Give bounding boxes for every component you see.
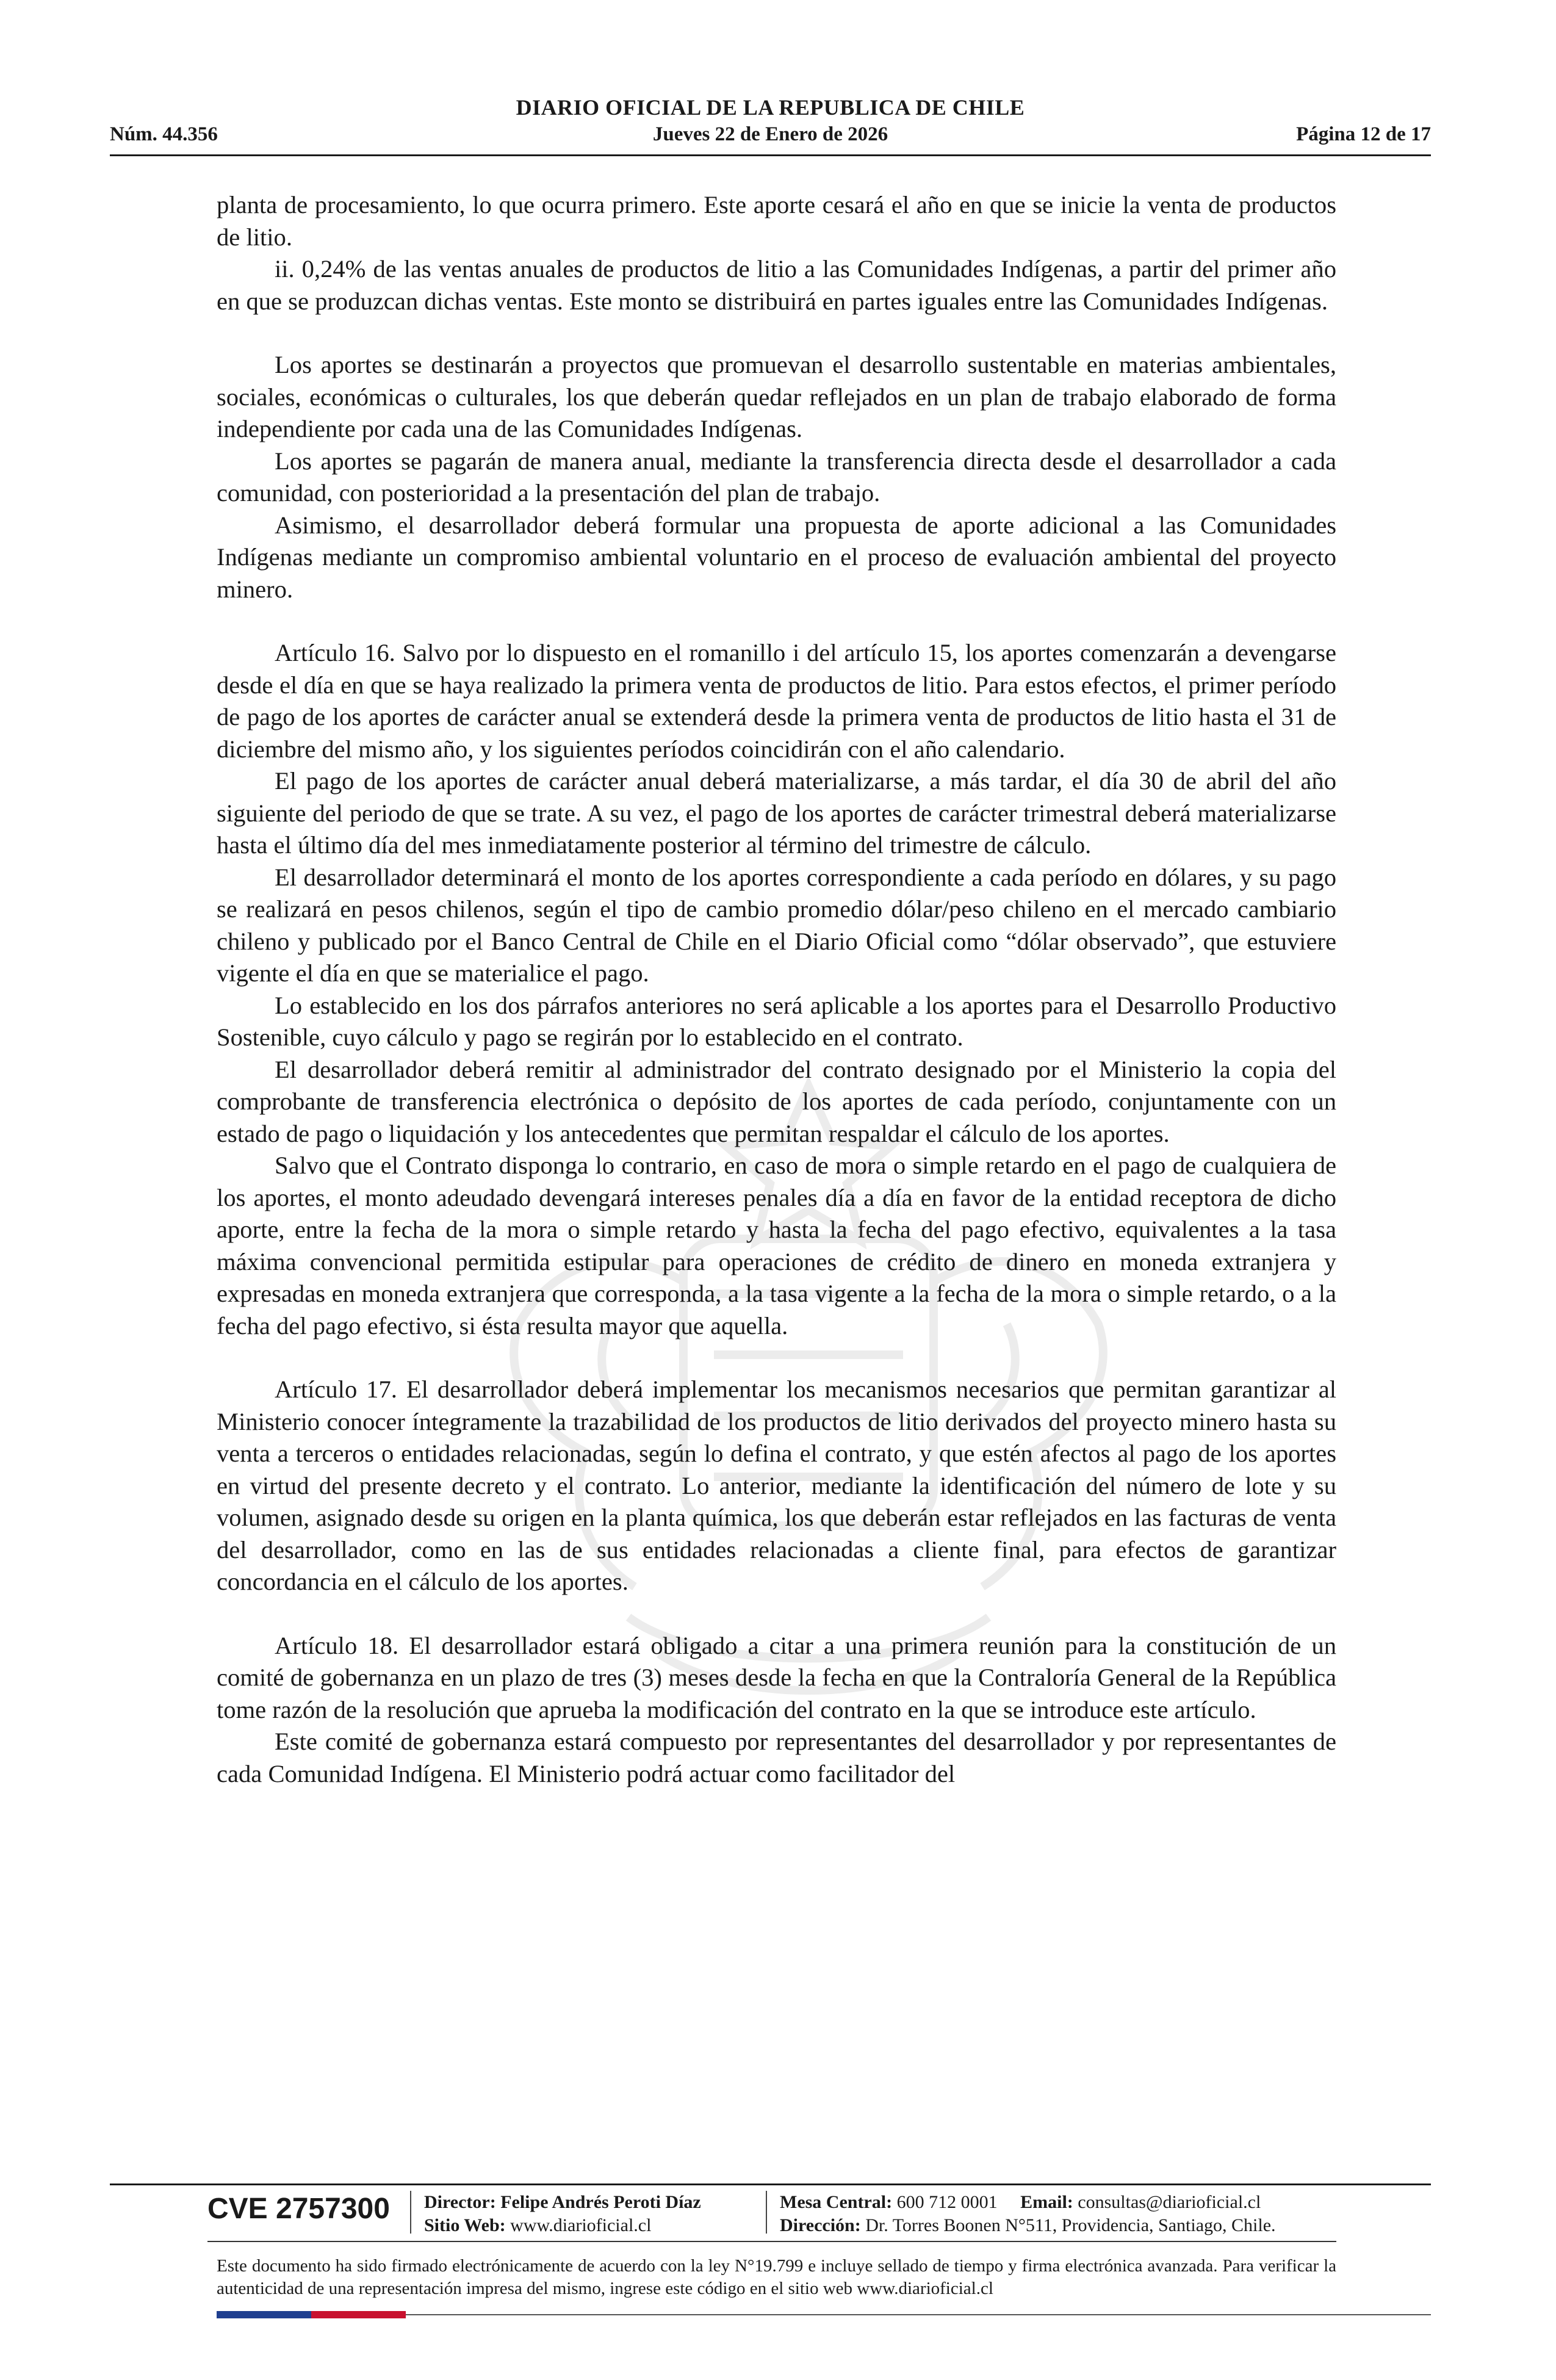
issue-number: Núm. 44.356 xyxy=(110,123,218,145)
website-label: Sitio Web: xyxy=(424,2215,506,2235)
footer-separator xyxy=(766,2191,767,2234)
paragraph: planta de procesamiento, lo que ocurra primero. Este aporte cesará el año en que se inicie la venta de productos de litio. xyxy=(217,191,1336,251)
paragraph: Los aportes se pagarán de manera anual, mediante la transferencia directa desde el desarrollador a cada comunidad, con posterioridad a la presentación del plan de trabajo. xyxy=(217,447,1336,507)
paragraph: Salvo que el Contrato disponga lo contrario, en caso de mora o simple retardo en el pago de cualquiera de los aportes, el monto adeudado devengará intereses penales día a día en favor de la entidad receptora de dicho aporte, entre la fecha de la mora o simple retardo y hasta la fecha del pago efectivo, equivalentes a la tasa máxima convencional permitida estipular para operaciones de crédito de dinero en moneda extranjera y expresadas en moneda extranjera que corresponda, a la tasa vigente a la fecha de la mora o simple retardo, o a la fecha del pago efectivo, si ésta resulta mayor que aquella. xyxy=(217,1152,1336,1340)
footer-bottom-line xyxy=(406,2314,1431,2315)
footer-separator xyxy=(410,2191,411,2234)
paragraph: El pago de los aportes de carácter anual deberá materializarse, a más tardar, el día 30 de abril del año siguiente del periodo de que se trate. A su vez, el pago de los aportes de carácter trimestral deberá materializarse hasta el último día del mes inmediatamente posterior al término del trimestre de cálculo. xyxy=(217,767,1336,859)
paragraph: El desarrollador deberá remitir al administrador del contrato designado por el Ministerio la copia del comprobante de transferencia electrónica o depósito de los aportes de cada período, conjuntamente con un estado de pago o liquidación y los antecedentes que permitan respaldar el cálculo de los aportes. xyxy=(217,1055,1336,1147)
paragraph: Los aportes se destinarán a proyectos que promuevan el desarrollo sustentable en materias ambientales, sociales, económicas o culturales, los que deberán quedar reflejados en un plan de trabajo elaborado de forma independiente por cada una de las Comunidades Indígenas. xyxy=(217,351,1336,442)
page-header xyxy=(110,92,1431,159)
article-17-paragraph: Artículo 17. El desarrollador deberá implementar los mecanismos necesarios que permitan garantizar al Ministerio conocer íntegramente la trazabilidad de los productos de litio derivados del proyecto minero hasta su venta a terceros o entidades relacionadas, según lo defina el contrato, y que estén afectos al pago de los aportes en virtud del presente decreto y el contrato. Lo anterior, mediante la identificación del número de lote y su volumen, asignado desde su origen en la planta química, los que deberán estar reflejados en las facturas de venta del desarrollador, como en las de sus entidades relacionadas a cliente final, para efectos de garantizar concordancia en el cálculo de los aportes. xyxy=(217,1376,1336,1595)
footer-director-block xyxy=(424,2191,701,2237)
phone-value: 600 712 0001 xyxy=(896,2192,998,2212)
paragraph: ii. 0,24% de las ventas anuales de productos de litio a las Comunidades Indígenas, a partir del primer año en que se produzcan dichas ventas. Este monto se distribuirá en partes iguales entre las Comunidades Indígenas. xyxy=(217,255,1336,315)
publication-title: DIARIO OFICIAL DE LA REPUBLICA DE CHILE xyxy=(516,95,1025,120)
header-divider xyxy=(110,154,1431,156)
website-link[interactable]: www.diarioficial.cl xyxy=(510,2215,652,2235)
footer-inner-divider xyxy=(207,2241,1336,2242)
footer-contact-block xyxy=(780,2191,1276,2237)
flag-blue-segment xyxy=(217,2311,311,2318)
article-18-paragraph: Artículo 18. El desarrollador estará obligado a citar a una primera reunión para la constitución de un comité de gobernanza en un plazo de tres (3) meses desde la fecha en que la Contraloría General de la República tome razón de la resolución que aprueba la modificación del contrato en la que se introduce este artículo. xyxy=(217,1631,1336,1723)
email-label: Email: xyxy=(1020,2192,1073,2212)
director-name: Director: Felipe Andrés Peroti Díaz xyxy=(424,2192,701,2212)
flag-red-segment xyxy=(311,2311,406,2318)
signature-notice: Este documento ha sido firmado electrónicamente de acuerdo con la ley N°19.799 e incluye sellado de tiempo y firma electrónica avanzada. Para verificar la autenticidad de una representación impresa del mismo, ingrese este código en el sitio web www.diarioficial.cl xyxy=(217,2256,1336,2298)
page-number: Página 12 de 17 xyxy=(1296,123,1431,145)
document-body xyxy=(217,189,1336,1790)
phone-label: Mesa Central: xyxy=(780,2192,893,2212)
footer-divider xyxy=(110,2183,1431,2185)
flag-color-bar xyxy=(217,2311,406,2318)
paragraph: El desarrollador determinará el monto de los aportes correspondiente a cada período en dólares, y su pago se realizará en pesos chilenos, según el tipo de cambio promedio dólar/peso chileno en el mercado cambiario chileno y publicado por el Banco Central de Chile en el Diario Oficial como “dólar observado”, que estuviere vigente el día en que se materialice el pago. xyxy=(217,863,1336,987)
article-16-paragraph: Artículo 16. Salvo por lo dispuesto en el romanillo i del artículo 15, los aportes comenzarán a devengarse desde el día en que se haya realizado la primera venta de productos de litio. Para estos efectos, el primer período de pago de los aportes de carácter anual se extenderá desde la primera venta de productos de litio hasta el 31 de diciembre del mismo año, y los siguientes períodos coincidirán con el año calendario. xyxy=(217,639,1336,763)
address-value: Dr. Torres Boonen N°511, Providencia, Santiago, Chile. xyxy=(865,2215,1276,2235)
paragraph: Lo establecido en los dos párrafos anteriores no será aplicable a los aportes para el Desarrollo Productivo Sostenible, cuyo cálculo y pago se regirán por lo establecido en el contrato. xyxy=(217,991,1336,1051)
issue-date: Jueves 22 de Enero de 2026 xyxy=(652,123,888,145)
paragraph: Asimismo, el desarrollador deberá formular una propuesta de aporte adicional a las Comunidades Indígenas mediante un compromiso ambiental voluntario en el proceso de evaluación ambiental del proyecto minero. xyxy=(217,511,1336,603)
email-link[interactable]: consultas@diarioficial.cl xyxy=(1078,2192,1261,2212)
cve-code: CVE 2757300 xyxy=(207,2193,390,2225)
address-label: Dirección: xyxy=(780,2215,861,2235)
paragraph: Este comité de gobernanza estará compuesto por representantes del desarrollador y por representantes de cada Comunidad Indígena. El Ministerio podrá actuar como facilitador del xyxy=(217,1728,1336,1787)
